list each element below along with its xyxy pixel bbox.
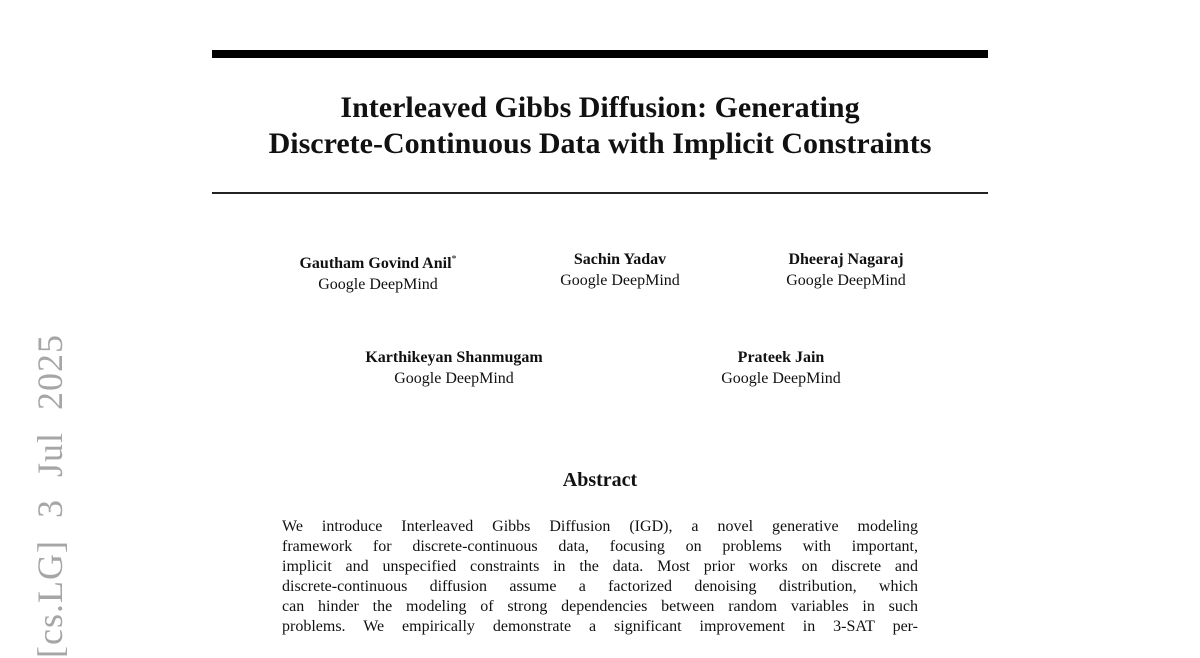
author-block — [365, 347, 542, 389]
abstract-line: discrete-continuous diffusion assume a factorized denoising distribution, which — [282, 578, 918, 595]
title-line-2: Discrete-Continuous Data with Implicit Constraints — [268, 127, 932, 160]
arxiv-category: [cs.LG] — [30, 540, 70, 658]
author-footnote-mark: * — [451, 254, 457, 265]
author-block — [299, 249, 456, 295]
author-affiliation: Google DeepMind — [721, 370, 841, 387]
abstract-line: We introduce Interleaved Gibbs Diffusion (IGD), a novel generative modeling — [282, 518, 918, 535]
author-name: Sachin Yadav — [573, 251, 667, 268]
abstract-line: can hinder the modeling of strong dependencies between random variables in such — [282, 598, 918, 615]
author-block — [560, 249, 680, 291]
paper-title — [212, 90, 988, 162]
author-name: Dheeraj Nagaraj — [788, 251, 904, 268]
author-block — [721, 347, 841, 389]
author-name: Karthikeyan Shanmugam — [365, 349, 543, 366]
author-affiliation: Google DeepMind — [394, 370, 514, 387]
abstract-line: problems. We empirically demonstrate a significant improvement in 3-SAT per- — [282, 618, 918, 635]
author-affiliation: Google DeepMind — [560, 272, 680, 289]
author-affiliation: Google DeepMind — [786, 272, 906, 289]
author-block — [786, 249, 906, 291]
author-name: Gautham Govind Anil* — [299, 254, 457, 272]
author-name: Prateek Jain — [737, 349, 825, 366]
abstract-heading: Abstract — [562, 469, 638, 491]
title-line-1: Interleaved Gibbs Diffusion: Generating — [340, 91, 860, 124]
arxiv-side-stamp — [29, 334, 71, 658]
abstract-line: implicit and unspecified constraints in the data. Most prior works on discrete and — [282, 558, 918, 575]
abstract-body — [282, 517, 918, 637]
abstract-line: framework for discrete-continuous data, focusing on problems with important, — [282, 538, 918, 555]
arxiv-date: 3 Jul 2025 — [30, 334, 70, 519]
title-top-rule — [212, 50, 988, 58]
title-bottom-rule — [212, 192, 988, 194]
author-affiliation: Google DeepMind — [318, 276, 438, 293]
